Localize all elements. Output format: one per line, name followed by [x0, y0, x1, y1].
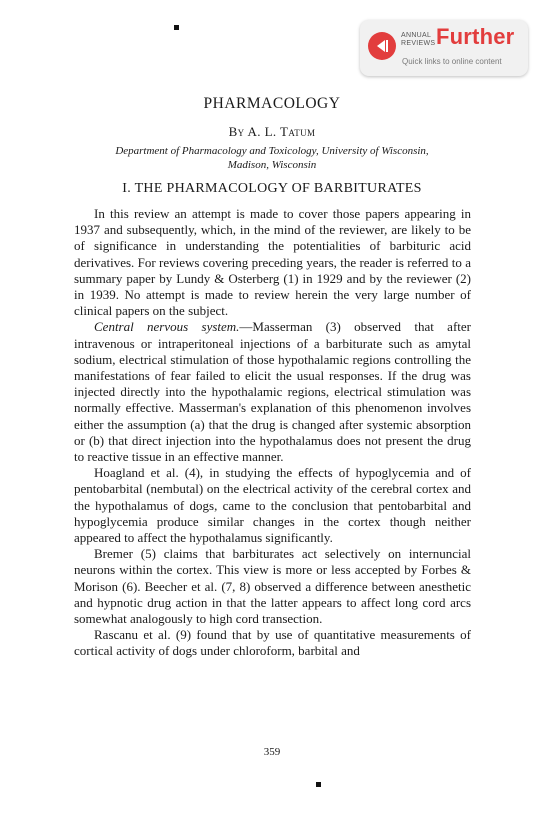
body-paragraph — [74, 627, 471, 659]
article-title: PHARMACOLOGY — [203, 95, 341, 112]
body-paragraph — [74, 465, 471, 546]
paragraph-text: Bremer (5) claims that barbiturates act selectively on internuncial neurons within the cortex. This view is more or less accepted by Forbes & Morison (6). Beecher et al. (7, 8) observed a difference between anesthetic and hypnotic drug action in that the latter appears to affect long cord arcs somewhat analogously to high cord transection. — [74, 546, 471, 627]
further-links-banner[interactable] — [360, 20, 528, 76]
registration-mark-top — [174, 25, 179, 30]
author-affiliation — [0, 144, 544, 172]
registration-mark-bottom — [316, 782, 321, 787]
body-paragraph — [74, 546, 471, 627]
play-back-icon — [368, 32, 396, 60]
article-body — [74, 206, 471, 660]
section-heading: I. THE PHARMACOLOGY OF BARBITURATES — [122, 181, 422, 196]
paragraph-lead: Central nervous system. — [94, 319, 240, 335]
banner-tagline: Quick links to online content — [402, 57, 502, 66]
paragraph-text: Hoagland et al. (4), in studying the effects of hypoglycemia and of pentobarbital (nembutal) on the electrical activity of the cerebral cortex and the hypothalamus of dogs, came to the conclusion that pentobarbital and hypoglycemia produce similar changes in the cortex though neither appeared to affect the hypothalamus significantly. — [74, 465, 471, 546]
further-label: Further — [436, 24, 515, 49]
affiliation-line: Madison, Wisconsin — [227, 159, 317, 171]
author-byline: By A. L. Tatum — [228, 124, 316, 139]
affiliation-line: Department of Pharmacology and Toxicology, University of Wisconsin, — [115, 145, 429, 157]
paragraph-text: In this review an attempt is made to cover those papers appearing in 1937 and subsequently, which, in the mind of the reviewer, are likely to be of significance in understanding the potentialities of barbituric acid derivatives. For reviews covering preceding years, the reader is referred to a summary paper by Lundy & Osterberg (1) in 1929 and by the reviewer (2) in 1939. No attempt is made to review herein the very large number of clinical papers on the subject. — [74, 206, 471, 319]
body-paragraph — [74, 206, 471, 319]
page-number: 359 — [263, 746, 281, 758]
paragraph-text: Rascanu et al. (9) found that by use of quantitative measurements of cortical activity of dogs under chloroform, barbital and — [74, 627, 471, 659]
paragraph-text: —Masserman (3) observed that after intravenous or intraperitoneal injections of a barbiturate such as amytal sodium, electrical stimulation of those hypothalamic regions controlling the manifestations of fear failed to elicit the usual responses. If the drug was injected directly into the hypothalamic regions, electrical stimulation was normally effective. Masserman's explanation of this phenomenon involves either the assumption (a) that the drug is changed after systemic absorption or (b) that direct injection into the hypothalamus does not present the drug to reactive tissue in an effective manner. — [74, 319, 471, 465]
annual-label: ANNUAL — [401, 32, 432, 39]
body-paragraph — [74, 319, 471, 465]
annual-reviews-logo-text — [401, 32, 435, 48]
reviews-label: REVIEWS — [401, 40, 436, 47]
